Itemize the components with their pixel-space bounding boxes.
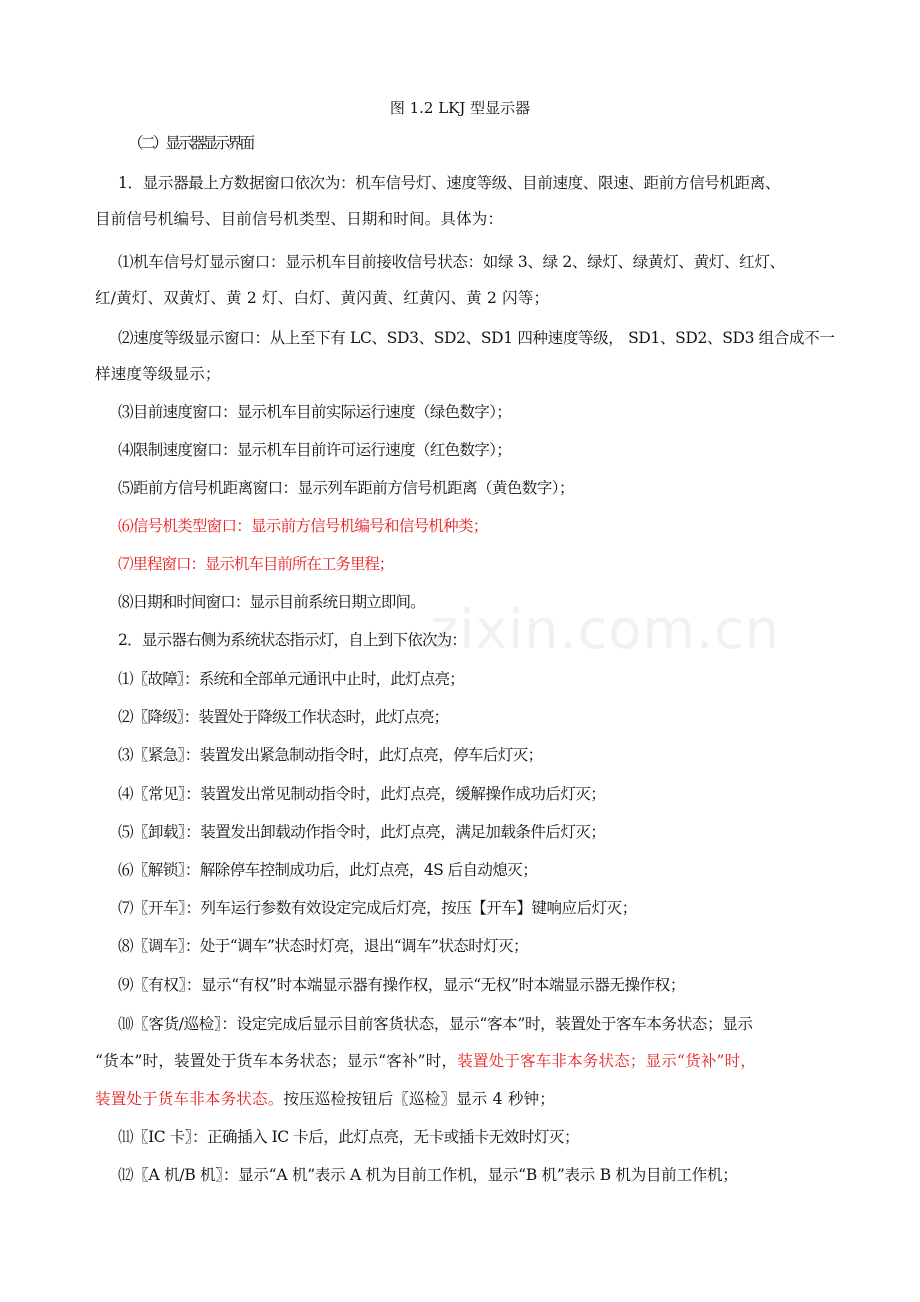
light3: ⑶〖紧急〗：装置发出紧急制动指令时，此灯点亮，停车后灯灭； [118,746,543,764]
light10-line2-text: “货本”时，装置处于货车本务状态；显示“客补”时， [95,1052,458,1070]
item1-line1: ⑴机车信号灯显示窗口：显示机车目前接收信号状态：如绿 3、绿 2、绿灯、绿黄灯、黄灯、红灯、 [118,253,785,271]
light1: ⑴〖故障〗：系统和全部单元通讯中止时，此灯点亮； [118,670,465,688]
light11: ⑾〖IC 卡〗：正确插入 IC 卡后，此灯点亮，无卡或插卡无效时灯灭； [118,1128,579,1146]
light10-line3 [95,1087,835,1111]
light2: ⑵〖降级〗：装置处于降级工作状态时，此灯点亮； [118,708,449,726]
item7-highlighted: ⑺里程窗口：显示机车目前所在工务里程； [118,555,394,573]
item6-highlighted: ⑹信号机类型窗口：显示前方信号机编号和信号机种类； [118,517,488,535]
figure-caption: 图 1.2 LKJ 型显示器 [389,99,531,117]
item8: ⑻日期和时间窗口：显示目前系统日期立即间。 [118,593,425,611]
item2-line2: 样速度等级显示； [95,365,221,383]
light5: ⑸〖卸载〗：装置发出卸载动作指令时，此灯点亮，满足加载条件后灯灭； [118,823,606,841]
para1-line2: 目前信号机编号、目前信号机类型、日期和时间。具体为： [95,210,504,228]
light6: ⑹〖解锁〗：解除停车控制成功后，此灯点亮，4S 后自动熄灭； [118,861,538,879]
item1-line2: 红/黄灯、双黄灯、黄 2 灯、白灯、黄闪黄、红黄闪、黄 2 闪等； [95,289,550,307]
light10-line3-text: 按压巡检按钮后〖巡检〗显示 4 秒钟； [283,1090,555,1108]
watermark: zixin.com.cn [430,598,781,661]
item4: ⑷限制速度窗口：显示机车目前许可运行速度（红色数字）； [118,441,512,459]
light9: ⑼〖有权〗：显示“有权”时本端显示器有操作权，显示“无权”时本端显示器无操作权； [118,976,685,994]
item3: ⑶目前速度窗口：显示机车目前实际运行速度（绿色数字）； [118,403,512,421]
light10-line3-highlight: 装置处于货车非本务状态。 [95,1090,284,1108]
para1-line1: 1．显示器最上方数据窗口依次为：机车信号灯、速度等级、目前速度、限速、距前方信号机距离、 [118,174,781,192]
light12: ⑿〖A 机/B 机〗：显示“A 机”表示 A 机为目前工作机，显示“B 机”表示 B 机为目前工作机； [118,1166,738,1184]
light10-line2-highlight: 装置处于客车非本务状态；显示“货补”时， [457,1052,757,1070]
light7: ⑺〖开车〗：列车运行参数有效设定完成后灯亮，按压【开车】键响应后灯灭； [118,899,637,917]
para2: 2．显示器右侧为系统状态指示灯，自上到下依次为： [118,631,467,649]
light4: ⑷〖常见〗：装置发出常见制动指令时，此灯点亮，缓解操作成功后灯灭； [118,785,606,803]
section-title: （二）显示器显示界面 [128,134,253,152]
light8: ⑻〖调车〗：处于“调车”状态时灯亮，退出“调车”状态时灯灭； [118,937,528,955]
light10-line1: ⑽〖客货/巡检〗：设定完成后显示目前客货状态，显示“客本”时，装置处于客车本务状态；显示 [118,1015,753,1033]
light10-line2 [95,1049,835,1073]
item2-line1: ⑵速度等级显示窗口：从上至下有 LC、SD3、SD2、SD1 四种速度等级， SD1、SD2、SD3 组合成不一 [118,329,835,347]
item5: ⑸距前方信号机距离窗口：显示列车距前方信号机距离（黄色数字）； [118,479,574,497]
